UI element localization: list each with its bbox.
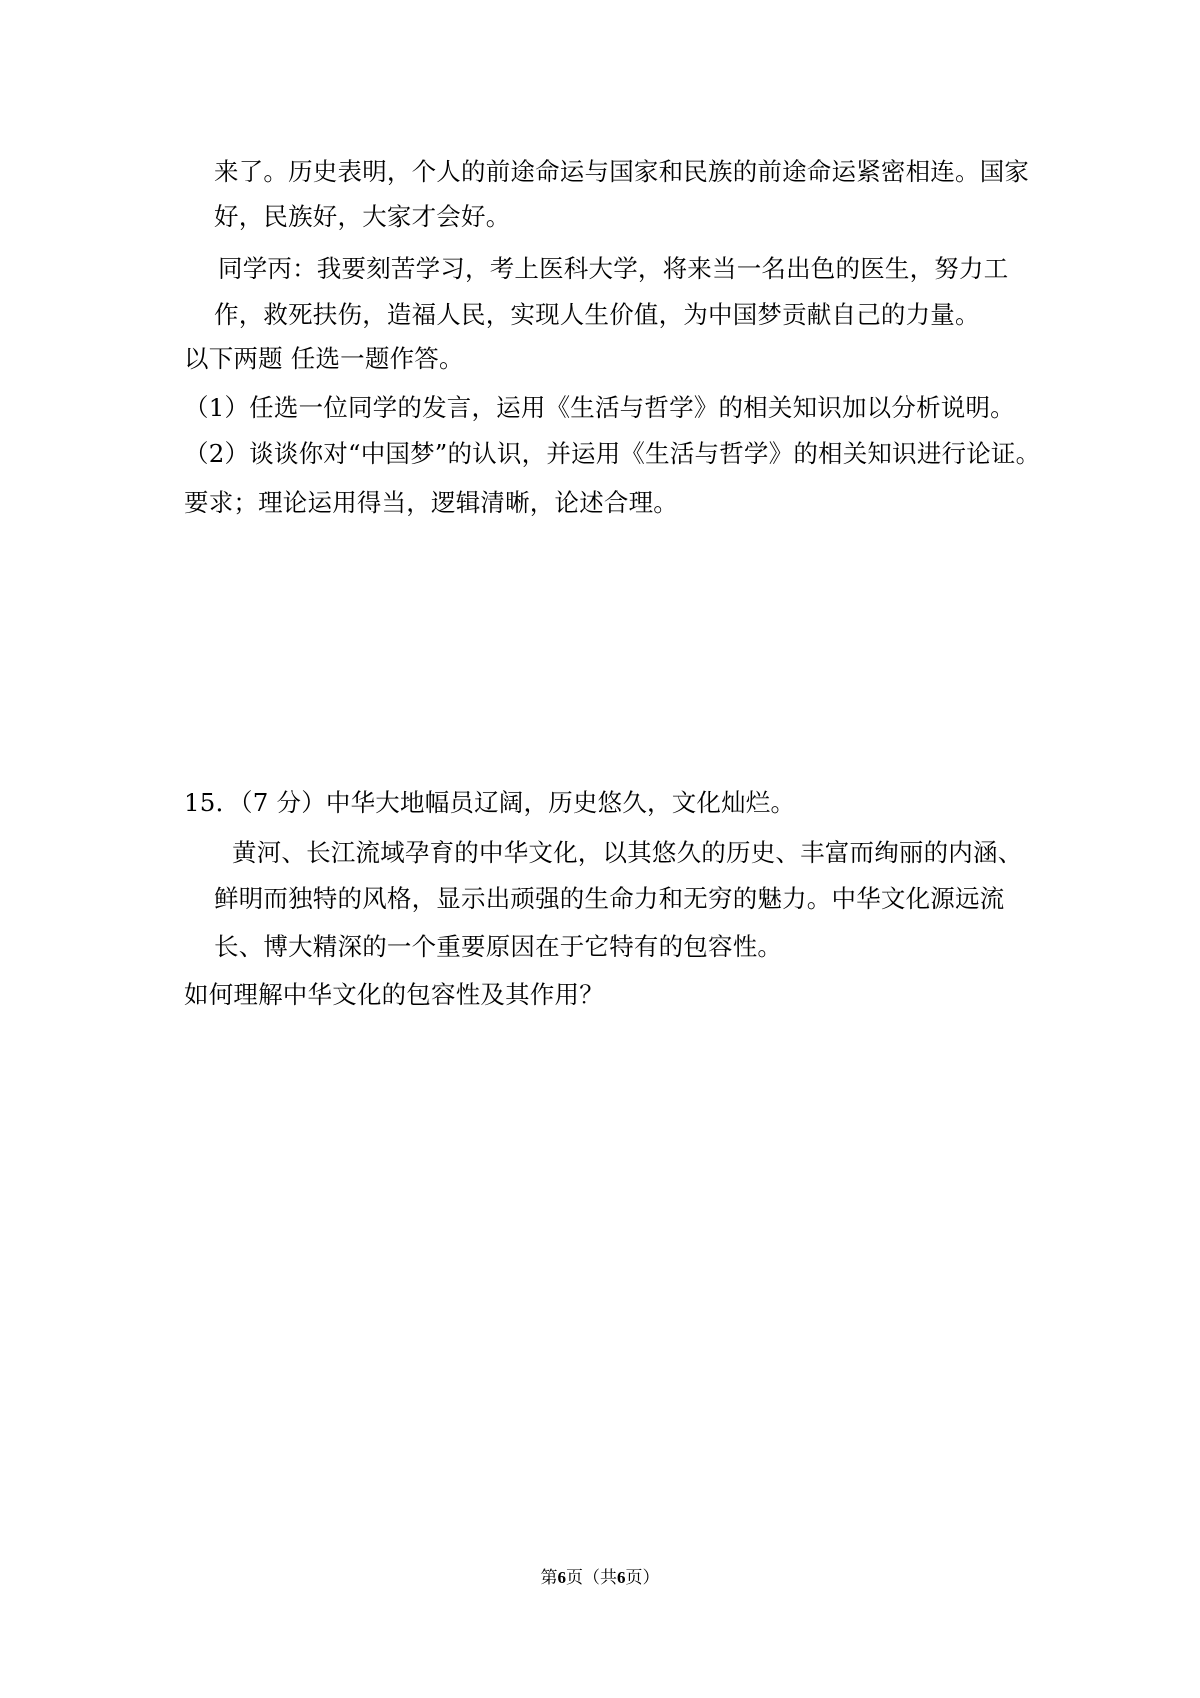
option-1: （1）任选一位同学的发言，运用《生活与哲学》的相关知识加以分析说明。	[184, 393, 1015, 422]
material-text-line: 鲜明而独特的风格，显示出顽强的生命力和无穷的魅力。中华文化源远流	[214, 884, 1005, 913]
footer-total-pages: 6	[617, 1568, 626, 1587]
footer-page-number: 6	[557, 1568, 566, 1587]
page-footer	[0, 1567, 1200, 1589]
material-text-line: 来了。历史表明，个人的前途命运与国家和民族的前途命运紧密相连。国家	[214, 157, 1030, 186]
answer-requirement: 要求；理论运用得当，逻辑清晰，论述合理。	[184, 488, 678, 517]
material-text-line: 好，民族好，大家才会好。	[214, 202, 511, 231]
material-text-line: 长、博大精深的一个重要原因在于它特有的包容性。	[214, 932, 783, 961]
student-c-statement: 作，救死扶伤，造福人民，实现人生价值，为中国梦贡献自己的力量。	[214, 300, 980, 329]
material-text-line: 黄河、长江流域孕育的中华文化，以其悠久的历史、丰富而绚丽的内涵、	[232, 838, 1023, 867]
footer-prefix: 第	[540, 1568, 558, 1588]
option-2: （2）谈谈你对“中国梦”的认识，并运用《生活与哲学》的相关知识进行论证。	[184, 439, 1041, 468]
footer-middle: 页（共	[566, 1568, 617, 1588]
question-15-prompt: 如何理解中华文化的包容性及其作用？	[184, 980, 604, 1009]
student-c-statement: 同学丙：我要刻苦学习，考上医科大学，将来当一名出色的医生，努力工	[218, 254, 1009, 283]
choice-instruction: 以下两题 任选一题作答。	[184, 344, 464, 373]
question-15-header: 15．（7 分）中华大地幅员辽阔，历史悠久，文化灿烂。	[184, 788, 796, 817]
footer-suffix: 页）	[625, 1568, 660, 1588]
